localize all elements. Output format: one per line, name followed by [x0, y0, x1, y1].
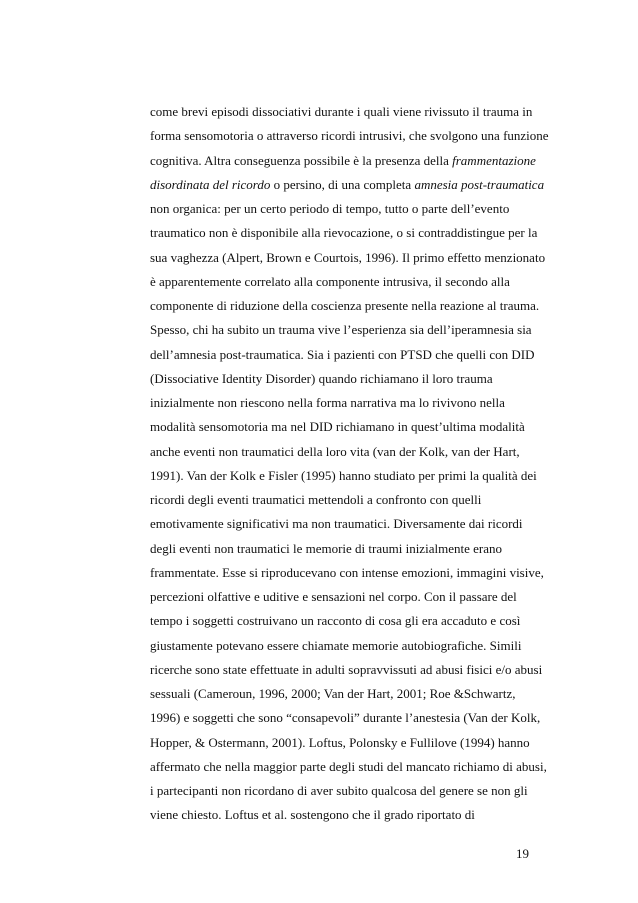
text-run: viene chiesto. Loftus et al. sostengono che il grado riportato di [150, 807, 475, 823]
italic-term: frammentazione [452, 152, 536, 168]
text-line [150, 175, 550, 199]
text-run: frammentate. Esse si riproducevano con intense emozioni, immagini visive, [150, 564, 544, 580]
text-run: sessuali (Cameroun, 1996, 2000; Van der Hart, 2001; Roe &Schwartz, [150, 686, 516, 701]
text-line [150, 563, 550, 587]
text-line [150, 272, 550, 296]
text-run: sua vaghezza (Alpert, Brown e Courtois, 1996). Il primo effetto menzionato [150, 249, 546, 265]
text-line [150, 126, 550, 150]
text-run: emotivamente significativi ma non traumatici. Diversamente dai ricordi [150, 516, 523, 532]
text-run: ricordi degli eventi traumatici mettendoli a confronto con quelli [150, 492, 482, 507]
text-line [150, 733, 550, 757]
text-line [150, 660, 550, 684]
body-paragraph [150, 102, 550, 830]
text-line [150, 151, 550, 175]
text-line [150, 393, 550, 417]
text-run: 1991). Van der Kolk e Fisler (1995) hanno studiato per primi la qualità dei [150, 467, 537, 483]
text-line [150, 369, 550, 393]
text-run: o persino, di una completa [270, 176, 415, 192]
text-run: forma sensomotoria o attraverso ricordi intrusivi, che svolgono una funzione [150, 128, 549, 144]
text-run: i partecipanti non ricordano di aver subito qualcosa del genere se non gli [150, 783, 528, 798]
text-run: dell’amnesia post-traumatica. Sia i pazienti con PTSD che quelli con DID [150, 346, 535, 362]
text-line [150, 611, 550, 635]
italic-term: disordinata del ricordo [150, 176, 271, 192]
text-run: 1996) e soggetti che sono “consapevoli” durante l’anestesia (Van der Kolk, [150, 710, 541, 726]
text-line [150, 684, 550, 708]
text-run: come brevi episodi dissociativi durante i quali viene rivissuto il trauma in [150, 104, 533, 119]
text-run: tempo i soggetti costruivano un racconto di cosa gli era accaduto e così [150, 613, 521, 629]
text-run: degli eventi non traumatici le memorie di traumi inizialmente erano [150, 540, 502, 556]
text-run: percezioni olfattive e uditive e sensazioni nel corpo. Con il passare del [150, 589, 517, 604]
text-line [150, 708, 550, 732]
text-line [150, 490, 550, 514]
text-run: (Dissociative Identity Disorder) quando richiamano il loro trauma [150, 370, 493, 386]
text-run: Hopper, & Ostermann, 2001). Loftus, Polonsky e Fullilove (1994) hanno [150, 734, 530, 750]
text-run: giustamente potevano essere chiamate memorie autobiografiche. Simili [150, 637, 522, 653]
text-line [150, 442, 550, 466]
text-run: affermato che nella maggior parte degli studi del mancato richiamo di abusi, [150, 758, 547, 774]
text-line [150, 102, 550, 126]
text-line [150, 466, 550, 490]
text-run: cognitiva. Altra conseguenza possibile è la presenza della [150, 152, 453, 168]
text-line [150, 248, 550, 272]
text-line [150, 223, 550, 247]
text-line [150, 345, 550, 369]
text-line [150, 587, 550, 611]
italic-term: amnesia post-traumatica [414, 176, 545, 192]
text-line [150, 805, 550, 829]
text-run: ricerche sono state effettuate in adulti sopravvissuti ad abusi fisici e/o abusi [150, 661, 543, 677]
text-run: componente di riduzione della coscienza presente nella reazione al trauma. [150, 298, 540, 313]
text-run: non organica: per un certo periodo di tempo, tutto o parte dell’evento [150, 201, 510, 216]
text-line [150, 199, 550, 223]
text-run: è apparentemente correlato alla componente intrusiva, il secondo alla [150, 273, 510, 289]
text-line [150, 539, 550, 563]
page-number: 19 [516, 846, 529, 861]
text-line [150, 417, 550, 441]
text-run: modalità sensomotoria ma nel DID richiamano in quest’ultima modalità [150, 419, 525, 435]
text-run: traumatico non è disponibile alla rievocazione, o si contraddistingue per la [150, 225, 538, 241]
text-line [150, 781, 550, 805]
text-line [150, 757, 550, 781]
text-line [150, 636, 550, 660]
text-run: Spesso, chi ha subito un trauma vive l’esperienza sia dell’iperamnesia sia [150, 322, 532, 338]
text-line [150, 296, 550, 320]
text-run: anche eventi non traumatici della loro vita (van der Kolk, van der Hart, [150, 443, 520, 459]
text-run: inizialmente non riescono nella forma narrativa ma lo rivivono nella [150, 395, 505, 410]
text-line [150, 320, 550, 344]
text-line [150, 514, 550, 538]
